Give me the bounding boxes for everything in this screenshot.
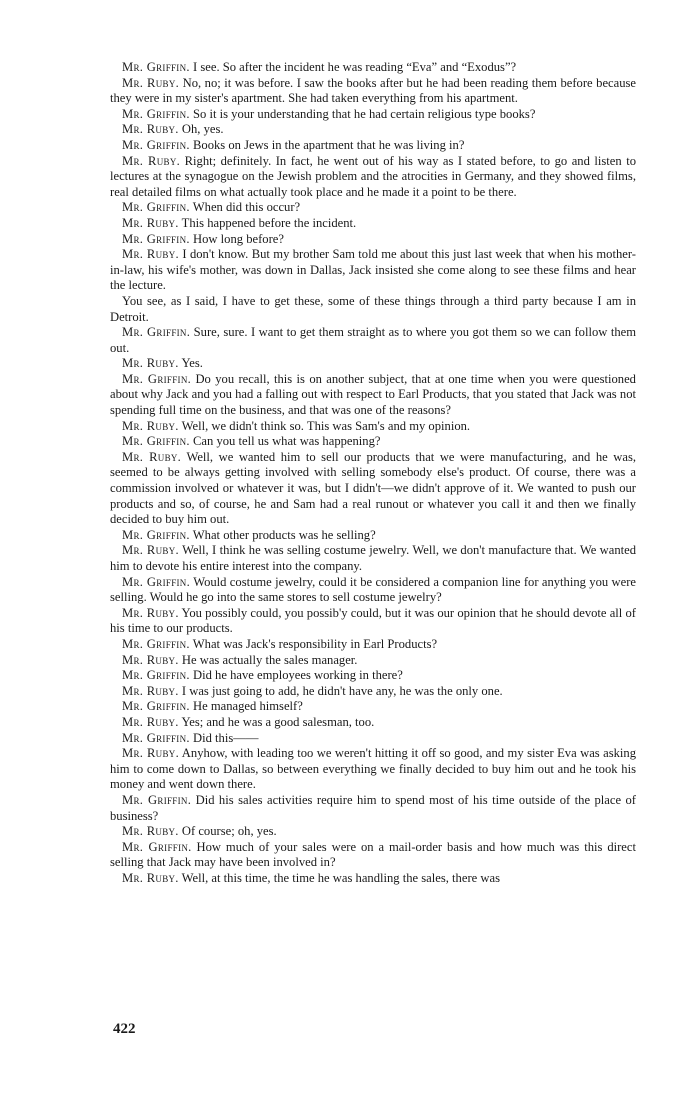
transcript-paragraph	[110, 216, 636, 232]
speaker-label: Mr. Griffin.	[122, 636, 190, 651]
paragraph-text: Well, we wanted him to sell our products that we were manufacturing, and he was, seemed to be always getting involved with selling somebody else's product. Of course, there was a commission involved or whatever it was, but I didn't—we didn't approve of it. We wanted to push our products and so, of course, he and Sam had a real runout or whatever you call it and then we finally decided to buy him out.	[110, 449, 637, 527]
transcript-paragraph	[110, 200, 636, 216]
speaker-label: Mr. Ruby.	[122, 122, 179, 137]
transcript-paragraph	[110, 232, 636, 248]
speaker-label: Mr. Griffin.	[122, 839, 192, 854]
transcript-paragraph	[110, 138, 636, 154]
transcript-paragraph	[110, 653, 636, 669]
transcript-paragraph	[110, 746, 636, 793]
paragraph-text: When did this occur?	[192, 200, 301, 215]
transcript-paragraph	[110, 76, 636, 107]
transcript-paragraph	[110, 434, 636, 450]
speaker-label: Mr. Ruby.	[122, 824, 179, 839]
paragraph-text: Did he have employees working in there?	[193, 668, 403, 683]
transcript-paragraph	[110, 450, 636, 528]
paragraph-text: Do you recall, this is on another subject, that at one time when you were questioned about why Jack and you had a falling out with respect to Earl Products, that you stated that Jack was not spending full time on the business, and that was one of the reasons?	[110, 371, 636, 418]
speaker-label: Mr. Griffin.	[122, 137, 190, 152]
transcript-paragraph	[110, 356, 636, 372]
transcript-page	[110, 60, 636, 886]
paragraph-text: Of course; oh, yes.	[181, 824, 277, 839]
transcript-paragraph	[110, 154, 636, 201]
speaker-label: Mr. Ruby.	[122, 449, 182, 464]
speaker-label: Mr. Ruby.	[122, 356, 179, 371]
speaker-label: Mr. Griffin.	[122, 699, 190, 714]
transcript-paragraph	[110, 575, 636, 606]
paragraph-text: Oh, yes.	[181, 122, 224, 137]
transcript-paragraph	[110, 871, 636, 887]
speaker-label: Mr. Griffin.	[122, 106, 190, 121]
speaker-label: Mr. Griffin.	[122, 574, 191, 589]
paragraph-text: You see, as I said, I have to get these, some of these things through a third party because I am in Detroit.	[110, 293, 636, 324]
transcript-paragraph	[110, 107, 636, 123]
paragraph-text: Yes; and he was a good salesman, too.	[181, 714, 375, 729]
paragraph-text: Anyhow, with leading too we weren't hitting it off so good, and my sister Eva was asking him to come down to Dallas, so between everything we finally decided to buy him out and he took his money and went down there.	[110, 746, 636, 792]
paragraph-text: I was just going to add, he didn't have any, he was the only one.	[181, 683, 503, 698]
speaker-label: Mr. Ruby.	[122, 153, 181, 168]
transcript-paragraph	[110, 543, 636, 574]
transcript-paragraph	[110, 824, 636, 840]
paragraph-text: He was actually the sales manager.	[181, 652, 358, 667]
speaker-label: Mr. Ruby.	[122, 247, 179, 262]
transcript-paragraph	[110, 606, 636, 637]
paragraph-text: Yes.	[181, 356, 203, 371]
speaker-label: Mr. Griffin.	[122, 371, 192, 386]
speaker-label: Mr. Ruby.	[122, 746, 180, 761]
speaker-label: Mr. Ruby.	[122, 714, 179, 729]
paragraph-text: He managed himself?	[193, 699, 303, 714]
transcript-paragraph	[110, 793, 636, 824]
paragraph-text: What was Jack's responsibility in Earl Products?	[192, 636, 438, 651]
speaker-label: Mr. Ruby.	[122, 75, 180, 90]
speaker-label: Mr. Griffin.	[122, 730, 190, 745]
paragraph-text: Well, we didn't think so. This was Sam's and my opinion.	[181, 418, 471, 433]
page-number: 422	[113, 1021, 136, 1037]
transcript-paragraph	[110, 684, 636, 700]
speaker-label: Mr. Griffin.	[122, 200, 190, 215]
paragraph-text: I see. So after the incident he was reading “Eva” and “Exodus”?	[193, 60, 517, 74]
transcript-paragraph	[110, 419, 636, 435]
transcript-paragraph	[110, 372, 636, 419]
speaker-label: Mr. Ruby.	[122, 652, 179, 667]
paragraph-text: Can you tell us what was happening?	[193, 434, 381, 449]
transcript-paragraph	[110, 699, 636, 715]
transcript-paragraph	[110, 122, 636, 138]
speaker-label: Mr. Griffin.	[122, 231, 190, 246]
speaker-label: Mr. Griffin.	[122, 527, 190, 542]
paragraph-text: I don't know. But my brother Sam told me about this just last week that when his mother-in-law, his wife's mother, was down in Dallas, Jack insisted she come along to see these films and hear the lecture.	[110, 247, 636, 293]
speaker-label: Mr. Griffin.	[122, 434, 190, 449]
transcript-paragraph	[110, 60, 636, 76]
transcript-paragraph	[110, 715, 636, 731]
transcript-paragraph	[110, 247, 636, 294]
speaker-label: Mr. Ruby.	[122, 683, 179, 698]
transcript-paragraph	[110, 840, 636, 871]
paragraph-text: This happened before the incident.	[181, 215, 357, 230]
transcript-paragraph	[110, 528, 636, 544]
speaker-label: Mr. Ruby.	[122, 605, 179, 620]
paragraph-text: Did this——	[193, 730, 259, 745]
transcript-paragraph	[110, 294, 636, 325]
paragraph-text: You possibly could, you possib'y could, but it was our opinion that he should devote all of his time to our products.	[110, 605, 636, 636]
paragraph-text: Books on Jews in the apartment that he was living in?	[193, 137, 465, 152]
speaker-label: Mr. Ruby.	[122, 418, 179, 433]
paragraph-text: So it is your understanding that he had certain religious type books?	[193, 106, 536, 121]
paragraph-text: How long before?	[193, 231, 284, 246]
speaker-label: Mr. Griffin.	[122, 668, 190, 683]
paragraph-text: Sure, sure. I want to get them straight as to where you got them so we can follow them out.	[110, 325, 637, 355]
speaker-label: Mr. Griffin.	[122, 325, 191, 340]
speaker-label: Mr. Griffin.	[122, 792, 192, 807]
paragraph-text: Well, I think he was selling costume jewelry. Well, we don't manufacture that. We wanted him to devote his entire interest into the company.	[110, 543, 637, 573]
transcript-paragraph	[110, 325, 636, 356]
paragraph-text: Well, at this time, the time he was handling the sales, there was	[181, 870, 500, 885]
paragraph-text: Would costume jewelry, could it be considered a companion line for anything you were selling. Would he go into the same stores to sell costume jewelry?	[110, 574, 636, 605]
transcript-paragraph	[110, 668, 636, 684]
speaker-label: Mr. Ruby.	[122, 543, 179, 558]
speaker-label: Mr. Ruby.	[122, 870, 179, 885]
speaker-label: Mr. Griffin.	[122, 60, 190, 74]
speaker-label: Mr. Ruby.	[122, 215, 179, 230]
paragraph-text: Did his sales activities require him to spend most of his time outside of the place of business?	[110, 792, 636, 823]
transcript-paragraph	[110, 731, 636, 747]
transcript-paragraph	[110, 637, 636, 653]
paragraph-text: What other products was he selling?	[192, 527, 376, 542]
paragraph-text: No, no; it was before. I saw the books after but he had been reading them before because they were in my sister's apartment. She had taken everything from his apartment.	[110, 75, 636, 106]
paragraph-text: How much of your sales were on a mail-order basis and how much was this direct selling that Jack may have been involved in?	[110, 839, 636, 870]
paragraph-text: Right; definitely. In fact, he went out of his way as I stated before, to go and listen to lectures at the synagogue on the Jewish problem and the atrocities in Germany, and they showed films, real detailed films on what actually took place and he made it a point to be there.	[110, 153, 636, 199]
